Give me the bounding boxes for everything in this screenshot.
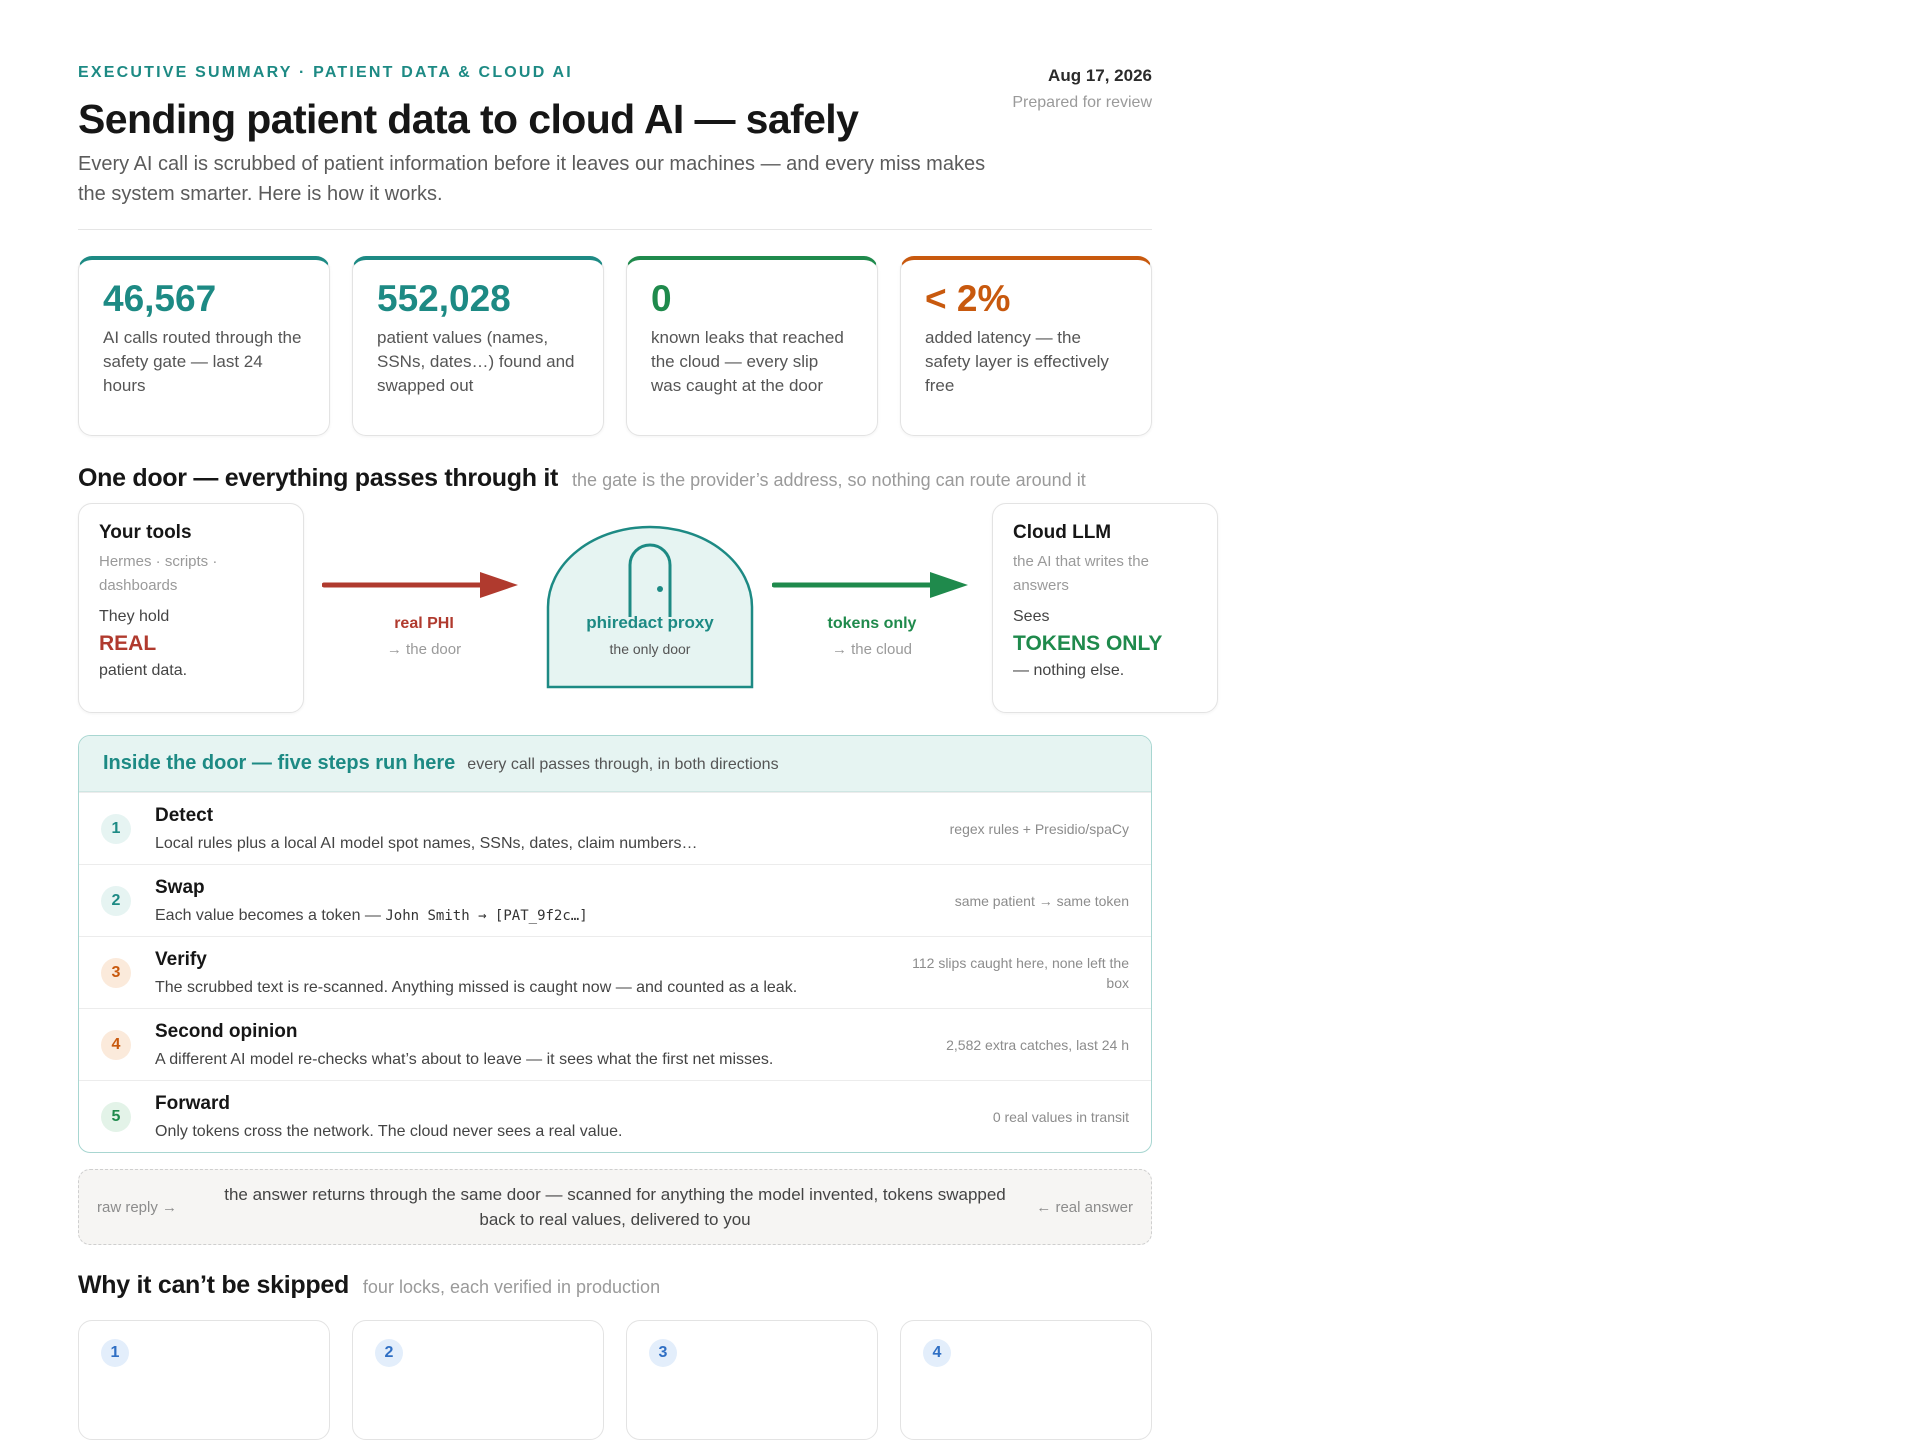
stat-value: < 2% xyxy=(925,278,1011,319)
steps-panel xyxy=(78,735,1152,1153)
stat-value: 552,028 xyxy=(377,278,511,319)
node-tail: patient data. xyxy=(99,662,188,679)
lock-number-badge: 2 xyxy=(375,1339,403,1367)
step-meta: 2,582 extra catches, last 24 h xyxy=(946,1036,1129,1053)
step-desc: Only tokens cross the network. The cloud never sees a real value. xyxy=(155,1122,623,1140)
stat-card xyxy=(626,256,878,436)
proxy-node xyxy=(546,613,754,657)
node-highlight: TOKENS ONLY xyxy=(1013,632,1163,655)
step-desc: The scrubbed text is re-scanned. Anything missed is caught now — and counted as a leak. xyxy=(155,978,798,996)
lock-card xyxy=(626,1320,878,1440)
lock-card xyxy=(78,1320,330,1440)
proxy-subtitle: the only door xyxy=(609,641,691,657)
report-note: Prepared for review xyxy=(1012,94,1152,111)
step-row xyxy=(79,792,1151,864)
page-subtitle: Every AI call is scrubbed of patient information before it leaves our machines — and every miss makes the system smarter. Here is how it works. xyxy=(78,153,986,205)
step-row xyxy=(79,1008,1151,1080)
step-meta: 112 slips caught here, none left the box xyxy=(912,954,1129,991)
step-desc xyxy=(155,907,899,925)
step-number-badge: 3 xyxy=(101,958,131,988)
lock-number-badge: 3 xyxy=(649,1339,677,1367)
return-path-bar xyxy=(78,1169,1152,1245)
step-title: Forward xyxy=(155,1092,230,1114)
node-lead: They hold xyxy=(99,608,170,625)
stat-desc: known leaks that reached the cloud — every slip was caught at the door xyxy=(651,328,844,395)
stat-card xyxy=(78,256,330,436)
section-note: the gate is the provider’s address, so nothing can route around it xyxy=(572,470,1086,490)
section-title: One door — everything passes through it xyxy=(78,464,559,492)
lock-cards xyxy=(78,1320,1152,1440)
step-number-badge: 4 xyxy=(101,1030,131,1060)
stat-value: 46,567 xyxy=(103,278,217,319)
real-phi-arrow-icon xyxy=(322,567,522,603)
raw-reply-label: raw reply → xyxy=(97,1198,178,1216)
step-meta: 0 real values in transit xyxy=(992,1108,1129,1125)
arrow-sublabel: → the door xyxy=(386,641,462,658)
step-desc-text: Each value becomes a token — xyxy=(155,906,386,924)
step-row xyxy=(79,864,1151,936)
report-date: Aug 17, 2026 xyxy=(1048,66,1152,85)
step-title: Verify xyxy=(155,948,207,970)
return-path-text: the answer returns through the same door — scanned for anything the model invented, tokens swapped back to real values, delivered to you xyxy=(224,1185,1006,1229)
report-meta xyxy=(1012,64,1152,112)
stat-value: 0 xyxy=(651,278,672,319)
stat-desc: patient values (names, SSNs, dates…) found and swapped out xyxy=(377,328,575,395)
stat-desc: AI calls routed through the safety gate — last 24 hours xyxy=(103,328,302,395)
step-number-badge: 2 xyxy=(101,886,131,916)
step-desc: A different AI model re-checks what’s about to leave — it sees what the first net misses. xyxy=(155,1050,774,1068)
lock-number-badge: 4 xyxy=(923,1339,951,1367)
token-example-code: John Smith → [PAT_9f2c…] xyxy=(385,907,588,924)
lock-number-badge: 1 xyxy=(101,1339,129,1367)
node-subtitle: Hermes · scripts · dashboards xyxy=(99,553,218,594)
executive-summary-page xyxy=(78,62,1163,1440)
step-title: Swap xyxy=(155,876,205,898)
arrow-label: real PHI xyxy=(394,615,454,632)
section-note: four locks, each verified in production xyxy=(362,1277,661,1297)
step-number-badge: 5 xyxy=(101,1102,131,1132)
real-phi-label xyxy=(334,615,514,658)
steps-panel-title: Inside the door — five steps run here xyxy=(103,752,456,774)
node-title: Your tools xyxy=(99,522,192,543)
lock-card xyxy=(352,1320,604,1440)
step-meta: same patient → same token xyxy=(954,892,1129,909)
tokens-only-arrow-icon xyxy=(772,567,972,603)
your-tools-node xyxy=(78,503,304,713)
tokens-only-label xyxy=(782,615,962,658)
node-lead: Sees xyxy=(1013,608,1050,625)
proxy-name: phiredact proxy xyxy=(586,613,714,632)
node-highlight: REAL xyxy=(99,632,157,655)
step-desc: Local rules plus a local AI model spot names, SSNs, dates, claim numbers… xyxy=(155,834,698,852)
stat-desc: added latency — the safety layer is effectively free xyxy=(925,328,1109,395)
step-row xyxy=(79,936,1151,1008)
eyebrow: EXECUTIVE SUMMARY · PATIENT DATA & CLOUD AI xyxy=(78,64,573,81)
step-row xyxy=(79,1080,1151,1152)
stat-cards xyxy=(78,256,1152,436)
proxy-door-icon xyxy=(546,525,754,689)
section-title: Why it can’t be skipped xyxy=(78,1271,349,1299)
lock-card xyxy=(900,1320,1152,1440)
steps-panel-header xyxy=(79,736,1151,792)
arrow-sublabel: → the cloud xyxy=(831,641,913,658)
arrow-label: tokens only xyxy=(827,615,917,632)
node-subtitle: the AI that writes the answers xyxy=(1013,553,1149,594)
node-tail: — nothing else. xyxy=(1013,662,1125,679)
header xyxy=(78,64,1152,209)
step-title: Second opinion xyxy=(155,1020,298,1042)
locks-section-heading xyxy=(78,1271,1152,1300)
real-answer-label: ← real answer xyxy=(1036,1198,1133,1216)
step-number-badge: 1 xyxy=(101,814,131,844)
step-meta: regex rules + Presidio/spaCy xyxy=(949,820,1129,837)
steps-panel-note: every call passes through, in both directions xyxy=(467,756,779,773)
page-title: Sending patient data to cloud AI — safely xyxy=(78,96,859,142)
stat-card xyxy=(900,256,1152,436)
step-title: Detect xyxy=(155,804,214,826)
divider xyxy=(78,229,1152,230)
node-title: Cloud LLM xyxy=(1013,522,1112,543)
cloud-llm-node xyxy=(992,503,1218,713)
stat-card xyxy=(352,256,604,436)
door-section-heading xyxy=(78,464,1152,493)
data-flow-diagram xyxy=(78,503,1218,721)
